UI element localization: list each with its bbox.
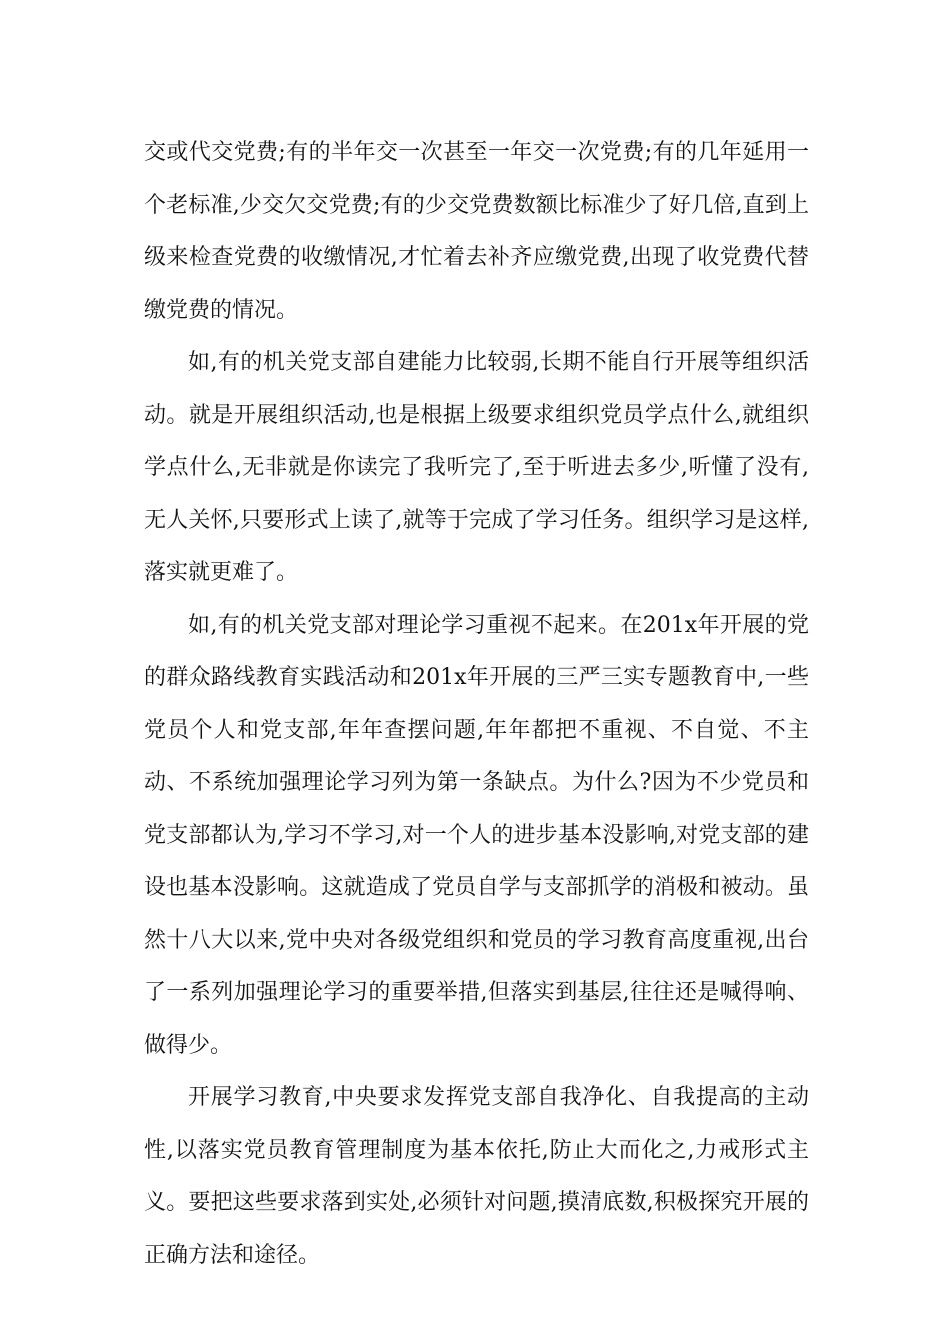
paragraph-theory-study: 如,有的机关党支部对理论学习重视不起来。在201x年开展的党的群众路线教育实践活动和201x年开展的三严三实专题教育中,一些党员个人和党支部,年年查摆问题,年年都把不重视、不自觉、不主动、不系统加强理论学习列为第一条缺点。为什么?因为不少党员和党支部都认为,学习不学习,对一个人的进步基本没影响,对党支部的建设也基本没影响。这就造成了党员自学与支部抓学的消极和被动。虽然十八大以来,党中央对各级党组织和党员的学习教育高度重视,出台了一系列加强理论学习的重要举措,但落实到基层,往往还是喊得响、做得少。 <box>144 612 809 1058</box>
paragraph-continuation: 交或代交党费;有的半年交一次甚至一年交一次党费;有的几年延用一个老标准,少交欠交党费;有的少交党费数额比标准少了好几倍,直到上级来检查党费的收缴情况,才忙着去补齐应缴党费,出现了收党费代替缴党费的情况。 <box>144 140 809 323</box>
paragraph-organization-activities: 如,有的机关党支部自建能力比较弱,长期不能自行开展等组织活动。就是开展组织活动,也是根据上级要求组织党员学点什么,就组织学点什么,无非就是你读完了我听完了,至于听进去多少,听懂了没有,无人关怀,只要形式上读了,就等于完成了学习任务。组织学习是这样,落实就更难了。 <box>144 350 809 585</box>
document-body <box>144 127 809 1282</box>
paragraph-learning-education: 开展学习教育,中央要求发挥党支部自我净化、自我提高的主动性,以落实党员教育管理制度为基本依托,防止大而化之,力戒形式主义。要把这些要求落到实处,必须针对问题,摸清底数,积极探究开展的正确方法和途径。 <box>144 1085 809 1268</box>
